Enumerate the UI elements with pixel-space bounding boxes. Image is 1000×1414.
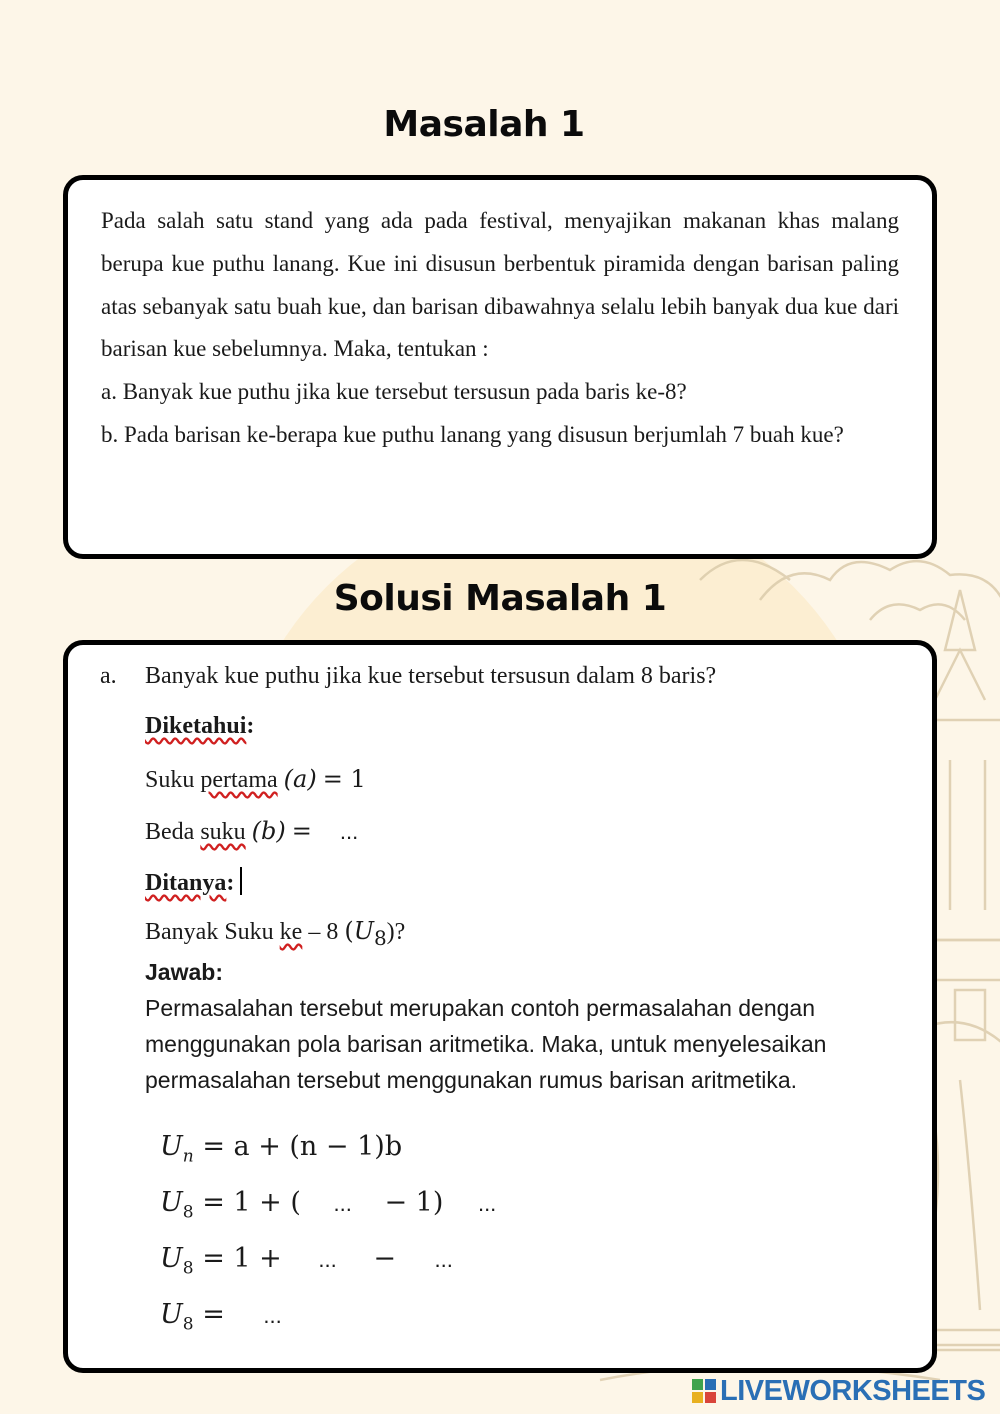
eq2-mid: = 1 + ( [202, 1187, 301, 1218]
eq4-blank[interactable]: ... [263, 1303, 282, 1328]
liveworksheets-logo[interactable] [692, 1374, 985, 1408]
ke-word: ke [279, 919, 303, 945]
beda-prefix: Beda [145, 819, 195, 845]
eq2-blank-1[interactable]: ... [333, 1191, 352, 1216]
beda-line [145, 817, 358, 846]
ditanya-heading [145, 867, 242, 897]
formula-rhs: = a + (n − 1)b [202, 1131, 403, 1162]
diketahui-label: Diketahui [145, 713, 247, 739]
formula-un [160, 1131, 402, 1166]
suku-pertama-prefix: Suku [145, 767, 195, 793]
page-title: Masalah 1 [383, 104, 585, 145]
u-symbol: U [353, 917, 374, 945]
problem-paragraph: Pada salah satu stand yang ada pada festival, menyajikan makanan khas malang berupa kue puthu lanang. Kue ini disusun berbentuk piramida dengan barisan paling atas sebanyak satu buah kue, dan barisan dibawahnya selalu lebih banyak dua kue dari barisan kue sebelumnya. Maka, tentukan : [101, 208, 899, 362]
diketahui-heading [145, 713, 254, 740]
question-text: Banyak kue puthu jika kue tersebut tersusun dalam 8 baris? [145, 663, 717, 689]
logo-text: LIVEWORKSHEETS [720, 1374, 986, 1407]
beda-word: suku [200, 819, 246, 845]
jawab-label: Jawab: [145, 959, 223, 985]
banyak-mid: – 8 [308, 919, 339, 945]
diketahui-colon: : [246, 713, 255, 739]
var-b: (b) [251, 817, 286, 845]
solution-title: Solusi Masalah 1 [333, 578, 667, 619]
eq2-sub: 8 [182, 1202, 194, 1223]
banyak-prefix: Banyak Suku [145, 919, 274, 945]
formula-sub-n: n [182, 1146, 194, 1167]
eq2-close: − 1) [384, 1187, 444, 1218]
problem-box [63, 175, 937, 559]
question-letter: a. [100, 663, 117, 689]
banyak-suku-line [145, 917, 405, 950]
eq3-sub: 8 [182, 1258, 194, 1279]
suku-pertama-line [145, 765, 366, 794]
equation-u8-step1 [160, 1187, 496, 1222]
problem-item-a: a. Banyak kue puthu jika kue tersebut tersusun pada baris ke-8? [101, 379, 687, 405]
suku-pertama-word: pertama [200, 767, 278, 793]
sub-8: 8 [373, 925, 387, 950]
ditanya-label: Ditanya [145, 870, 227, 896]
eq4-sub: 8 [182, 1314, 194, 1335]
jawab-text-2: menggunakan pola barisan aritmetika. Maka, untuk menyelesaikan [145, 1031, 827, 1057]
eq3-blank-1[interactable]: ... [318, 1247, 337, 1272]
eq4-u: U [160, 1299, 183, 1330]
text-cursor [240, 867, 242, 895]
formula-u: U [160, 1131, 183, 1162]
var-a: (a) [283, 765, 317, 793]
jawab-text-3: permasalahan tersebut menggunakan rumus barisan aritmetika. [145, 1067, 798, 1093]
u8-close: )? [386, 919, 406, 945]
eq3-u: U [160, 1243, 183, 1274]
beda-equals: = [291, 817, 312, 845]
eq3-blank-2[interactable]: ... [434, 1247, 453, 1272]
problem-item-b: b. Pada barisan ke-berapa kue puthu lanang yang disusun berjumlah 7 buah kue? [101, 421, 844, 447]
logo-mark-icon [692, 1379, 716, 1403]
equals-one: = 1 [322, 765, 366, 793]
ditanya-colon: : [226, 870, 235, 896]
eq3-minus: − [373, 1243, 396, 1274]
eq2-u: U [160, 1187, 183, 1218]
solution-box [63, 640, 937, 1373]
u8-open: ( [344, 917, 354, 945]
eq3-mid: = 1 + [202, 1243, 282, 1274]
beda-answer-blank[interactable]: ... [339, 819, 359, 844]
eq2-blank-2[interactable]: ... [477, 1191, 497, 1216]
jawab-text-1: Permasalahan tersebut merupakan contoh permasalahan dengan [145, 995, 815, 1021]
eq4-equals: = [202, 1299, 225, 1330]
equation-u8-step2 [160, 1243, 453, 1278]
equation-u8-result [160, 1299, 282, 1334]
